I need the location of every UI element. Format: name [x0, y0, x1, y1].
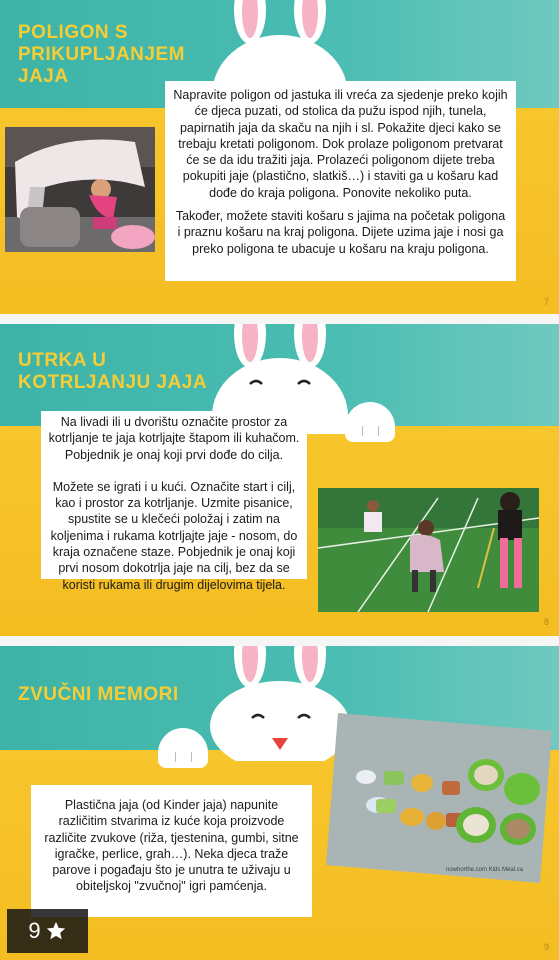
slide-title: [18, 22, 185, 88]
title-line: UTRKA U: [18, 350, 107, 371]
title-line: POLIGON S: [18, 22, 129, 43]
slide-title: [18, 350, 207, 394]
title-line: JAJA: [18, 66, 69, 87]
description-paragraph: Također, možete staviti košaru s jajima na početak poligona i praznu košaru na kraj poligona. Dijete uzima jaje i nosi ga preko poligona te ubacuje u košaru na kraju poligona.: [175, 209, 506, 256]
photo-sound-eggs: [326, 713, 552, 883]
page-number: 7: [544, 297, 550, 307]
title-line: ZVUČNI MEMORI: [18, 684, 179, 705]
description-paragraph: Možete se igrati i u kući. Označite start i cilj, kao i prostor za kotrljanje. Uzmite pisanice, spustite se u klečeći položaj i zatim na koljenima i rukama kotrljajte jaje - nosom, do kraja označene staze. Pobjednik je onaj koji prvi nosom dokotrlja jaje na cilj, bez da se koristi rukama ili drugim dijelovima tijela.: [50, 479, 298, 592]
description-box: [31, 785, 312, 917]
page-number: 8: [544, 617, 550, 627]
slide-title: [18, 684, 179, 706]
description-box: [165, 81, 516, 281]
image-count-badge[interactable]: [7, 909, 88, 953]
description-paragraph: Na livadi ili u dvorištu označite prostor za kotrljanje te jaja kotrljajte štapom ili kuhačom. Pobjednik je onaj koji prvi dođe do cilja.: [48, 415, 300, 462]
description-paragraph: Napravite poligon od jastuka ili vreća za sjedenje preko kojih će djeca puzati, od stolica da pužu ispod njih, tunela, papirnatih jaja da skaču na njih i sl. Pokažite djeci kako se trebaju kretati poligonom. Dok prolaze poligonom pretvarat će se da idu tražiti jaja. Prolazeći poligonom dijete treba pokupiti jaje (plastično, slatkiš…) i staviti ga u košaru kad dođe do kraja poligona. Ponovite nekoliko puta.: [173, 88, 508, 200]
slide-2[interactable]: [0, 324, 559, 636]
title-line: PRIKUPLJANJEM: [18, 44, 185, 65]
photo-caption: nowhorthe.com Kids Meal.ca: [446, 867, 524, 873]
page-number: 9: [544, 942, 550, 952]
photo-obstacle-course: [5, 127, 155, 252]
description-box: [41, 411, 307, 592]
star-icon: [45, 920, 67, 942]
photo-egg-rolling-race: [318, 488, 539, 612]
description-paragraph: Plastična jaja (od Kinder jaja) napunite različitim stvarima iz kuće koja proizvode različite zvukove (riža, tjestenina, gumbi, sitne igračke, perlice, grah…). Neka djeca traže parove i pogađaju što je unutra te uživaju u obiteljskoj "zvučnoj" igri pamćenja.: [44, 798, 299, 894]
slide-1[interactable]: [0, 0, 559, 314]
image-count: 9: [28, 918, 41, 943]
title-line: KOTRLJANJU JAJA: [18, 372, 208, 393]
